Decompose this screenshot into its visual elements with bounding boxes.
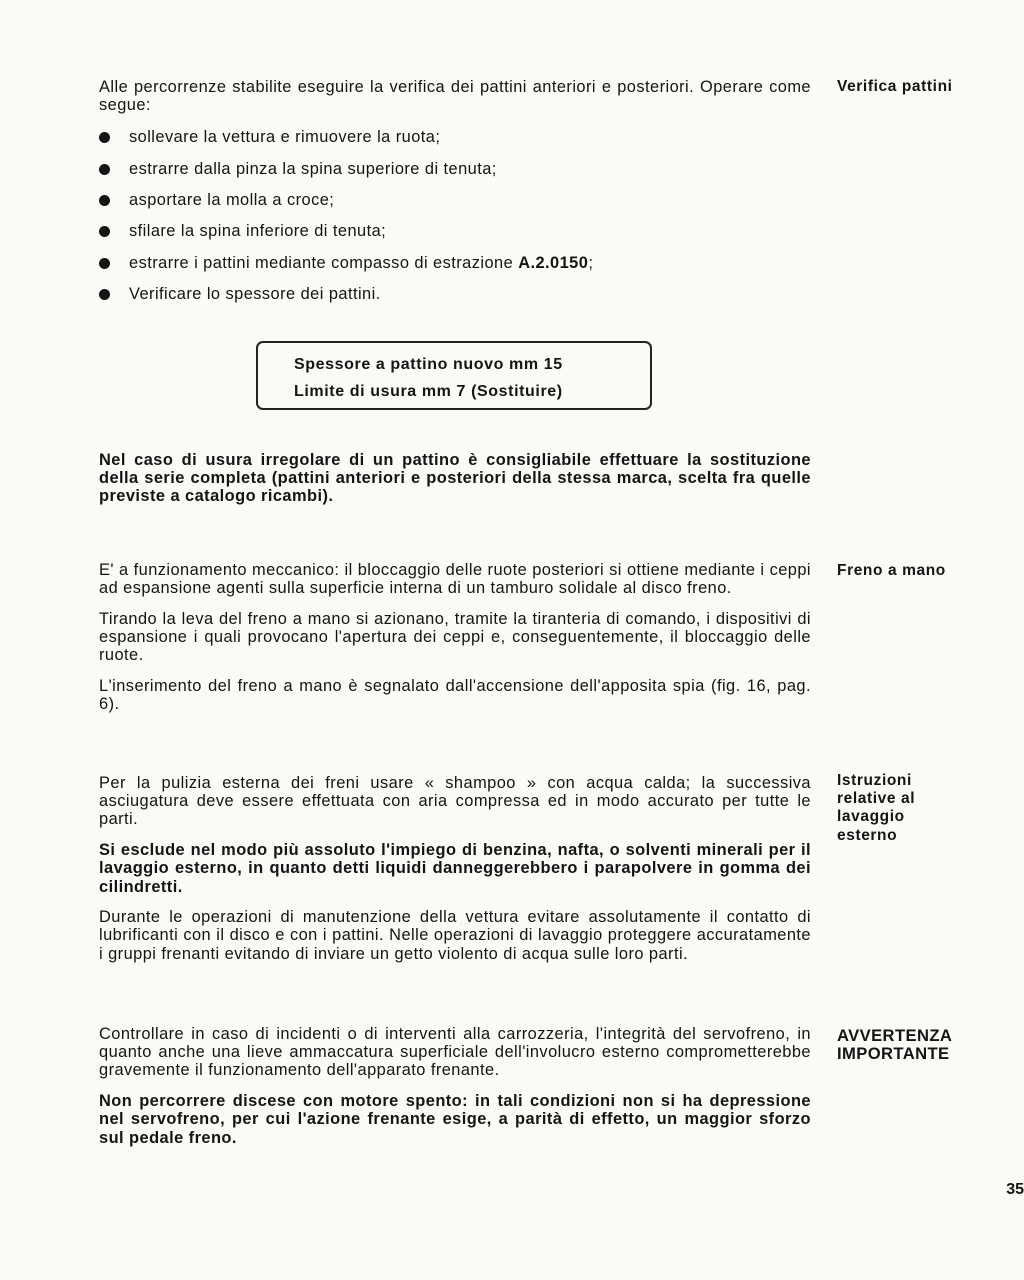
wear-limit: Limite di usura mm 7 (Sostituire) <box>294 383 563 400</box>
step-item: estrarre dalla pinza la spina superiore di tenuta; <box>99 160 811 191</box>
tool-code: A.2.0150 <box>518 253 589 272</box>
handbrake-paragraph-2: Tirando la leva del freno a mano si azionano, tramite la tiranteria di comando, i dispositivi di espansione i quali provocano l'apertura dei ceppi e, conseguentemente, il bloccaggio delle ruote. <box>99 609 811 665</box>
washing-paragraph-3: Durante le operazioni di manutenzione della vettura evitare assolutamente il contatto di lubrificanti con il disco e con i pattini. Nelle operazioni di lavaggio proteggere accuratamente i gruppi frenanti evitando di inviare un getto violento di acqua sulle loro parti. <box>99 908 811 963</box>
pad-check-steps <box>99 128 811 316</box>
pad-note-section <box>99 451 811 518</box>
side-label-pad-check: Verifica pattini <box>837 78 953 95</box>
washing-paragraph-1: Per la pulizia esterna dei freni usare « shampoo » con acqua calda; la successiva asciugatura deve essere effettuata con aria compressa ed in modo accurato per tutte le parti. <box>99 774 811 829</box>
bullet-icon <box>99 226 110 237</box>
pad-check-section <box>99 78 811 316</box>
bullet-icon <box>99 132 110 143</box>
bullet-icon <box>99 164 110 175</box>
washing-section <box>99 774 811 975</box>
handbrake-paragraph-1: E' a funzionamento meccanico: il bloccaggio delle ruote posteriori si ottiene mediante i ceppi ad espansione agenti sulla superficie interna di un tamburo solidale al disco freno. <box>99 561 811 598</box>
step-item: Verificare lo spessore dei pattini. <box>99 285 811 316</box>
page-number: 35 <box>1006 1181 1024 1198</box>
pad-thickness-box <box>256 341 652 410</box>
handbrake-paragraph-3: L'inserimento del freno a mano è segnalato dall'accensione dell'apposita spia (fig. 16, pag. 6). <box>99 677 811 714</box>
warning-section <box>99 1025 811 1159</box>
pad-check-intro: Alle percorrenze stabilite eseguire la verifica dei pattini anteriori e posteriori. Operare come segue: <box>99 78 811 115</box>
side-label-warning: AVVERTENZA IMPORTANTE <box>837 1026 952 1064</box>
side-label-handbrake: Freno a mano <box>837 562 946 579</box>
bullet-icon <box>99 258 110 269</box>
bullet-icon <box>99 289 110 300</box>
irregular-wear-note: Nel caso di usura irregolare di un pattino è consigliabile effettuare la sostituzione della serie completa (pattini anteriori e posteriori della stessa marca, scelta fra quelle previste a catalogo ricambi). <box>99 451 811 506</box>
step-item: sfilare la spina inferiore di tenuta; <box>99 222 811 253</box>
washing-paragraph-2: Si esclude nel modo più assoluto l'impiego di benzina, nafta, o solventi minerali per il lavaggio esterno, in quanto detti liquidi danneggerebbero i parapolvere in gomma dei cilindretti. <box>99 841 811 896</box>
bullet-icon <box>99 195 110 206</box>
warning-paragraph-2: Non percorrere discese con motore spento: in tali condizioni non si ha depressione nel servofreno, per cui l'azione frenante esige, a parità di effetto, un maggior sforzo sul pedale freno. <box>99 1092 811 1147</box>
step-item: sollevare la vettura e rimuovere la ruota; <box>99 128 811 159</box>
step-item: asportare la molla a croce; <box>99 191 811 222</box>
warning-paragraph-1: Controllare in caso di incidenti o di interventi alla carrozzeria, l'integrità del servofreno, in quanto anche una lieve ammaccatura superficiale dell'involucro esterno comprometterebbe gravemente il funzionamento dell'apparato frenante. <box>99 1025 811 1080</box>
side-label-washing: Istruzioni relative al lavaggio esterno <box>837 772 916 844</box>
new-pad-thickness: Spessore a pattino nuovo mm 15 <box>294 356 563 373</box>
step-item: estrarre i pattini mediante compasso di estrazione A.2.0150; <box>99 254 811 285</box>
handbrake-section <box>99 561 811 726</box>
